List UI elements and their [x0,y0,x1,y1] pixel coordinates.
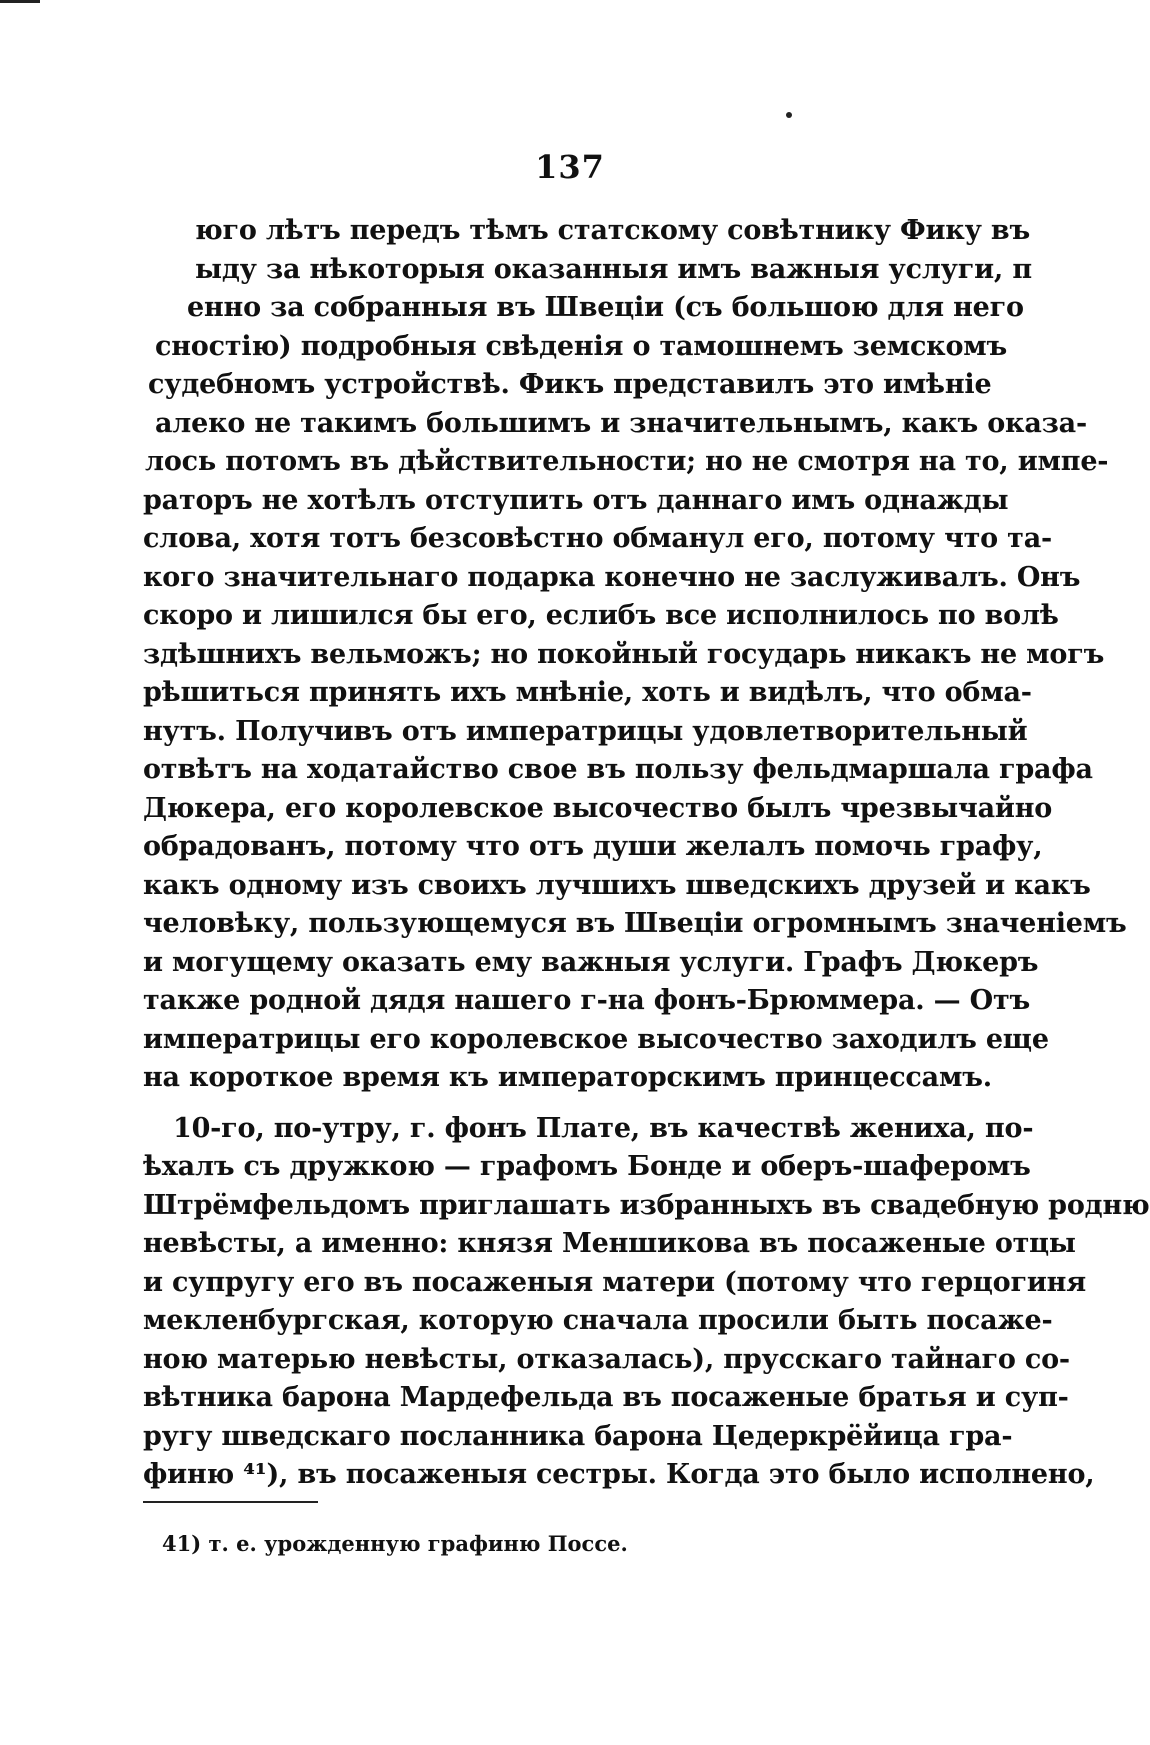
footnote-divider [143,1501,318,1503]
text-line: также родной дядя нашего г-на фонъ-Брюммера. — Отъ [143,985,1031,1016]
text-line: нутъ. Получивъ отъ императрицы удовлетворительный [143,715,1028,747]
text-line: енно за собранныя въ Швеціи (съ большою для него [187,292,1024,323]
text-line: 10-го, по-утру, г. фонъ Плате, въ качествѣ жениха, по- [173,1112,1034,1144]
text-line: мекленбургская, которую сначала просили быть посаже- [143,1305,1053,1336]
text-line: человѣку, пользующемуся въ Швеціи огромнымъ значеніемъ [143,908,1127,939]
text-line: невѣсты, а именно: князя Меншикова въ посаженые отцы [143,1228,1076,1259]
text-line: лось потомъ въ дѣйствительности; но не смотря на то, импе- [145,446,1109,477]
text-line: раторъ не хотѣлъ отступить отъ даннаго имъ однажды [143,484,1009,516]
scan-dot [786,112,792,118]
text-line: рѣшиться принять ихъ мнѣніе, хоть и видѣлъ, что обма- [143,677,1032,708]
text-line: императрицы его королевское высочество заходилъ еще [143,1023,1049,1055]
text-line: ѣхалъ съ дружкою — графомъ Бонде и оберъ-шаферомъ [143,1151,1031,1182]
text-line: здѣшнихъ вельможъ; но покойный государь никакъ не могъ [143,638,1105,670]
text-line: Штрёмфельдомъ приглашать избранныхъ въ свадебную родню [143,1189,1150,1221]
text-line: и супругу его въ посаженыя матери (потому что герцогиня [143,1266,1086,1298]
paragraph-gap [143,1098,949,1110]
page-number: 137 [535,148,605,186]
text-line: слова, хотя тотъ безсовѣстно обманул его, потому что та- [143,523,1053,554]
text-line: Дюкера, его королевское высочество былъ чрезвычайно [143,792,1053,824]
text-line: обрадованъ, потому что отъ души желалъ помочь графу, [143,831,1043,862]
text-line: сностію) подробныя свѣденія о тамошнемъ земскомъ [155,330,1008,362]
text-line: и могущему оказать ему важныя услуги. Графъ Дюкеръ [143,946,1039,978]
text-line: вѣтника барона Мардефельда въ посаженые братья и суп- [143,1382,1069,1413]
text-line: какъ одному изъ своихъ лучшихъ шведскихъ друзей и какъ [143,869,1091,901]
text-line: судебномъ устройствѣ. Фикъ представилъ это имѣніе [148,369,992,400]
text-line: алеко не такимъ большимъ и значительнымъ, какъ оказа- [155,407,1087,439]
text-line: ною матерью невѣсты, отказалась), прусскаго тайнаго со- [143,1343,1070,1375]
main-text [143,212,1150,1495]
text-line: на короткое время къ императорскимъ принцессамъ. [143,1062,992,1093]
footnote: 41) т. е. урожденную графиню Поссе. [162,1531,628,1556]
text-line: скоро и лишился бы его, еслибъ все исполнилось по волѣ [143,600,1059,631]
text-line: финю ⁴¹), въ посаженыя сестры. Когда это было исполнено, [143,1459,1095,1490]
text-line: отвѣтъ на ходатайство свое въ пользу фельдмаршала графа [143,754,1093,785]
text-line: ыду за нѣкоторыя оказанныя имъ важныя услуги, п [195,253,1032,285]
text-line: кого значительнаго подарка конечно не заслуживалъ. Онъ [143,561,1081,593]
scan-edge-mark [0,0,40,3]
text-line: юго лѣтъ передъ тѣмъ статскому совѣтнику Фику въ [195,215,1030,246]
text-line: ругу шведскаго посланника барона Цедеркрёйица гра- [143,1420,1013,1452]
